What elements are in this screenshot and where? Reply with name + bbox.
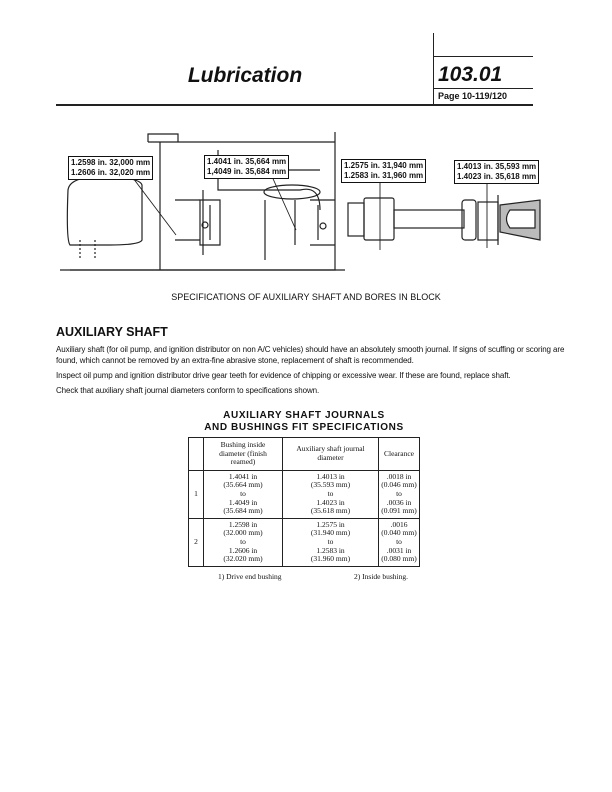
page-title: Lubrication bbox=[187, 64, 303, 87]
header-cell bbox=[189, 438, 204, 471]
text-flow bbox=[56, 325, 568, 581]
row-number: 1 bbox=[189, 470, 204, 518]
header-rule-bottom bbox=[56, 104, 533, 106]
dimension-label: 1.2598 in. 32,000 mm 1.2606 in. 32,020 mm bbox=[68, 156, 153, 180]
table-row bbox=[189, 518, 420, 566]
header-rule-top bbox=[433, 56, 533, 57]
clearance-cell: .0018 in (0.046 mm) to .0036 in (0.091 mm) bbox=[379, 470, 420, 518]
table-header-row bbox=[189, 438, 420, 471]
clearance-cell: .0016 (0.040 mm) to .0031 in (0.080 mm) bbox=[379, 518, 420, 566]
header-rule-mid bbox=[433, 88, 533, 89]
engine-block-drawing bbox=[60, 132, 345, 270]
paragraph: Inspect oil pump and ignition distributor drive gear teeth for evidence of chipping or excessive wear. If these are found, replace shaft. bbox=[56, 371, 511, 380]
dimension-label: 1.2575 in. 31,940 mm 1.2583 in. 31,960 mm bbox=[341, 159, 426, 183]
dimension-label: 1.4041 in. 35,664 mm 1,4049 in. 35,684 mm bbox=[204, 155, 289, 179]
table-title: AUXILIARY SHAFT JOURNALS AND BUSHINGS FIT SPECIFICATIONS bbox=[204, 410, 404, 433]
bushing-cell: 1.2598 in (32.000 mm) to 1.2606 in (32.020 mm) bbox=[204, 518, 283, 566]
section-heading: AUXILIARY SHAFT bbox=[56, 325, 168, 339]
engine-block-shaft-diagram bbox=[0, 130, 612, 290]
section-number: 103.01 bbox=[438, 63, 503, 86]
dimension-label: 1.4013 in. 35,593 mm 1.4023 in. 35,618 mm bbox=[454, 160, 539, 184]
bushing-cell: 1.4041 in (35.664 mm) to 1.4049 in (35.684 mm) bbox=[204, 470, 283, 518]
table-block bbox=[188, 410, 420, 581]
paragraph: Auxiliary shaft (for oil pump, and ignition distributor on non A/C vehicles) should have an absolutely smooth journal. If signs of scuffing or scoring are found, which cannot be removed by an extra-fine abrasive stone, replacement of shaft is recommended. bbox=[56, 345, 565, 365]
fit-specifications-table bbox=[188, 437, 420, 567]
header-cell: Clearance bbox=[379, 438, 420, 471]
row-number: 2 bbox=[189, 518, 204, 566]
figure-caption: SPECIFICATIONS OF AUXILIARY SHAFT AND BORES IN BLOCK bbox=[171, 292, 441, 302]
journal-cell: 1.4013 in (35.593 mm) to 1.4023 in (35.618 mm) bbox=[283, 470, 379, 518]
auxiliary-shaft-drawing bbox=[348, 178, 540, 250]
paragraph: Check that auxiliary shaft journal diameters conform to specifications shown. bbox=[56, 386, 320, 395]
header-cell: Auxiliary shaft journal diameter bbox=[283, 438, 379, 471]
footnote: 2) Inside bushing. bbox=[354, 571, 408, 581]
footnote: 1) Drive end bushing bbox=[218, 571, 282, 581]
page-number: Page 10-119/120 bbox=[438, 91, 508, 101]
header-cell: Bushing inside diameter (finish reamed) bbox=[204, 438, 283, 471]
footnotes bbox=[218, 572, 408, 581]
table-row bbox=[189, 470, 420, 518]
header-vertical-rule bbox=[433, 33, 434, 105]
journal-cell: 1.2575 in (31.940 mm) to 1.2583 in (31.960 mm) bbox=[283, 518, 379, 566]
